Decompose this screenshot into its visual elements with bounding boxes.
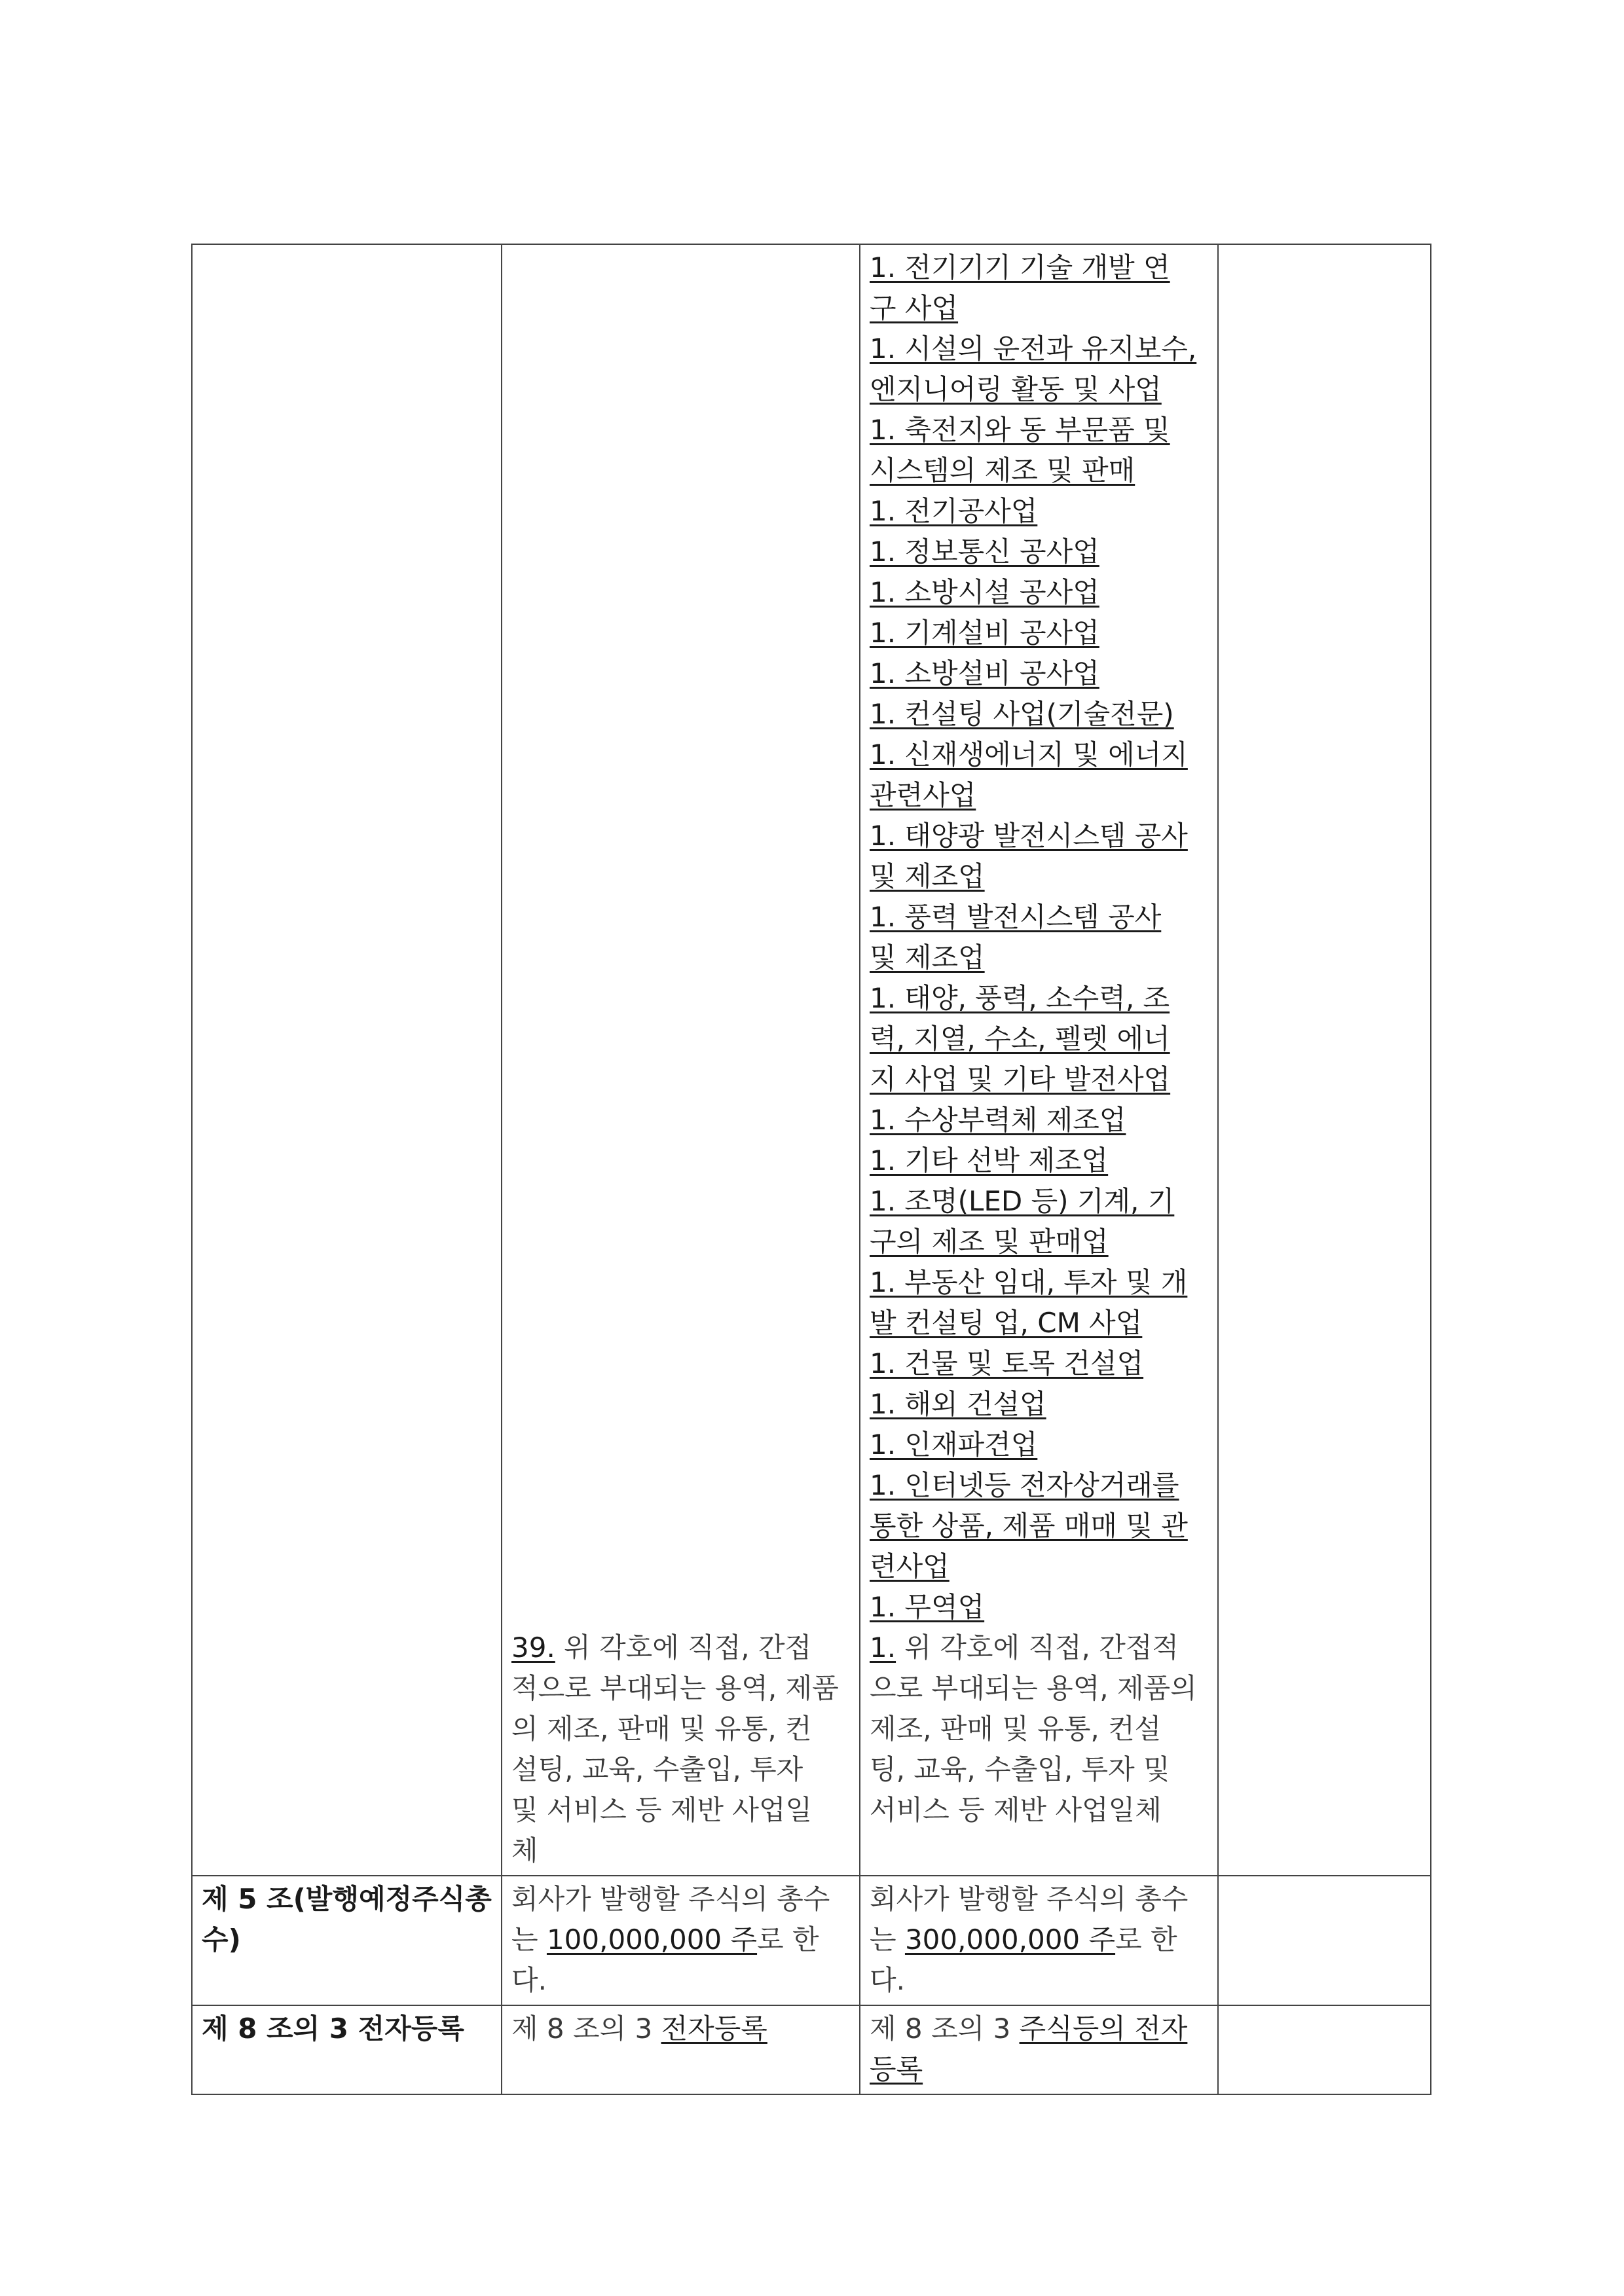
- spacer: [511, 247, 851, 1628]
- text-line: 통한 상품, 제품 매매 및 관: [870, 1510, 1188, 1542]
- text-line: 1. 해외 건설업: [870, 1388, 1046, 1420]
- amended-share-count: 300,000,000 주: [904, 1923, 1116, 1956]
- article8-current: 제 8 조의 3 전자등록: [502, 2005, 860, 2094]
- article8-row: [192, 2005, 1431, 2094]
- business-purpose-row: [192, 244, 1431, 1876]
- text-line: 1. 부동산 임대, 투자 및 개: [870, 1266, 1188, 1298]
- current-share-count: 100,000,000 주: [546, 1923, 758, 1956]
- text-line: 엔지니어링 활동 및 사업: [870, 373, 1162, 405]
- text-line: 1. 컨설팅 사업(기술전문): [870, 698, 1174, 730]
- text-line: 1. 조명(LED 등) 기계, 기: [870, 1185, 1175, 1217]
- text-line: 구의 제조 및 판매업: [870, 1226, 1109, 1258]
- item-text: 의 제조, 판매 및 유통, 컨: [511, 1713, 812, 1745]
- article5-row: [192, 1876, 1431, 2005]
- item-text: 팅, 교육, 수출입, 투자 및: [870, 1753, 1170, 1785]
- current-text-lines: [511, 1628, 851, 1871]
- text-line: 1. 태양광 발전시스템 공사: [870, 820, 1188, 852]
- text-line: 시스템의 제조 및 판매: [870, 454, 1135, 486]
- text-line: 1. 전기기기 기술 개발 연: [870, 251, 1170, 283]
- text-line: 1. 태양, 풍력, 소수력, 조: [870, 982, 1170, 1014]
- text-line: [870, 1790, 1209, 1831]
- item-text: 설팅, 교육, 수출입, 투자: [511, 1753, 803, 1785]
- current-text-cell: [502, 244, 860, 1876]
- text-line: 1. 신재생에너지 및 에너지: [870, 738, 1188, 771]
- text-line: 및 제조업: [870, 860, 985, 892]
- article-cell-empty: [192, 244, 502, 1876]
- text-line: 1. 인재파견업: [870, 1429, 1038, 1461]
- item-text: 위 각호에 직접, 간접: [555, 1631, 812, 1664]
- text-line: 1. 기타 선박 제조업: [870, 1144, 1109, 1176]
- text-line: 1. 기계설비 공사업: [870, 617, 1099, 649]
- text-line: 련사업: [870, 1550, 950, 1582]
- text-line: 1. 소방설비 공사업: [870, 657, 1099, 689]
- text-line: [870, 1628, 1209, 1668]
- article5-current: 회사가 발행할 주식의 총수 는 100,000,000 주로 한 다.: [502, 1876, 860, 2005]
- text-line: 1. 건물 및 토목 건설업: [870, 1347, 1144, 1379]
- amended-tail-lines: [870, 1628, 1209, 1831]
- text-line: [511, 1709, 851, 1749]
- text-line: 1. 정보통신 공사업: [870, 536, 1099, 568]
- text-line: [511, 1831, 851, 1871]
- text-line: [511, 1628, 851, 1668]
- text-line: [511, 1749, 851, 1790]
- text-line: 발 컨설팅 업, CM 사업: [870, 1307, 1143, 1339]
- item-number: 39.: [511, 1631, 555, 1664]
- item-text: 및 서비스 등 제반 사업일: [511, 1794, 813, 1826]
- amended-text-cell: [860, 244, 1218, 1876]
- item-text: 으로 부대되는 용역, 제품의: [870, 1672, 1197, 1704]
- article5-amended: 회사가 발행할 주식의 총수 는 300,000,000 주로 한 다.: [860, 1876, 1218, 2005]
- text-line: 및 제조업: [870, 941, 985, 974]
- item-text: 제조, 판매 및 유통, 컨설: [870, 1713, 1162, 1745]
- text-line: 1. 시설의 운전과 유지보수,: [870, 333, 1197, 365]
- item-text: 위 각호에 직접, 간접적: [896, 1631, 1179, 1664]
- item-number: 1.: [870, 1631, 896, 1664]
- text-line: [870, 1709, 1209, 1749]
- amended-business-list: [870, 247, 1209, 1628]
- item-text: 체: [511, 1834, 538, 1867]
- amendment-comparison-table: [191, 244, 1431, 2095]
- text-line: 구 사업: [870, 292, 959, 324]
- article5-remarks: [1218, 1876, 1431, 2005]
- article8-amended: 제 8 조의 3 주식등의 전자 등록: [860, 2005, 1218, 2094]
- text-line: [870, 1749, 1209, 1790]
- text-line: 력, 지열, 수소, 펠렛 에너: [870, 1023, 1170, 1055]
- article8-remarks: [1218, 2005, 1431, 2094]
- text-line: [511, 1668, 851, 1709]
- text-line: 1. 인터넷등 전자상거래를: [870, 1469, 1179, 1501]
- text-line: 1. 무역업: [870, 1591, 985, 1623]
- item-text: 서비스 등 제반 사업일체: [870, 1794, 1162, 1826]
- text-line: 1. 풍력 발전시스템 공사: [870, 901, 1162, 933]
- text-line: 관련사업: [870, 779, 976, 811]
- text-line: [511, 1790, 851, 1831]
- text-line: 지 사업 및 기타 발전사업: [870, 1063, 1171, 1095]
- text-line: 1. 축전지와 동 부문품 및: [870, 414, 1170, 446]
- text-line: 1. 수상부력체 제조업: [870, 1104, 1126, 1136]
- article8-title: 제 8 조의 3 전자등록: [192, 2005, 502, 2094]
- text-line: 1. 전기공사업: [870, 495, 1038, 527]
- remarks-cell: [1218, 244, 1431, 1876]
- text-line: [870, 1668, 1209, 1709]
- article5-title: 제 5 조(발행예정주식총 수): [192, 1876, 502, 2005]
- text-line: 1. 소방시설 공사업: [870, 576, 1099, 608]
- item-text: 적으로 부대되는 용역, 제품: [511, 1672, 839, 1704]
